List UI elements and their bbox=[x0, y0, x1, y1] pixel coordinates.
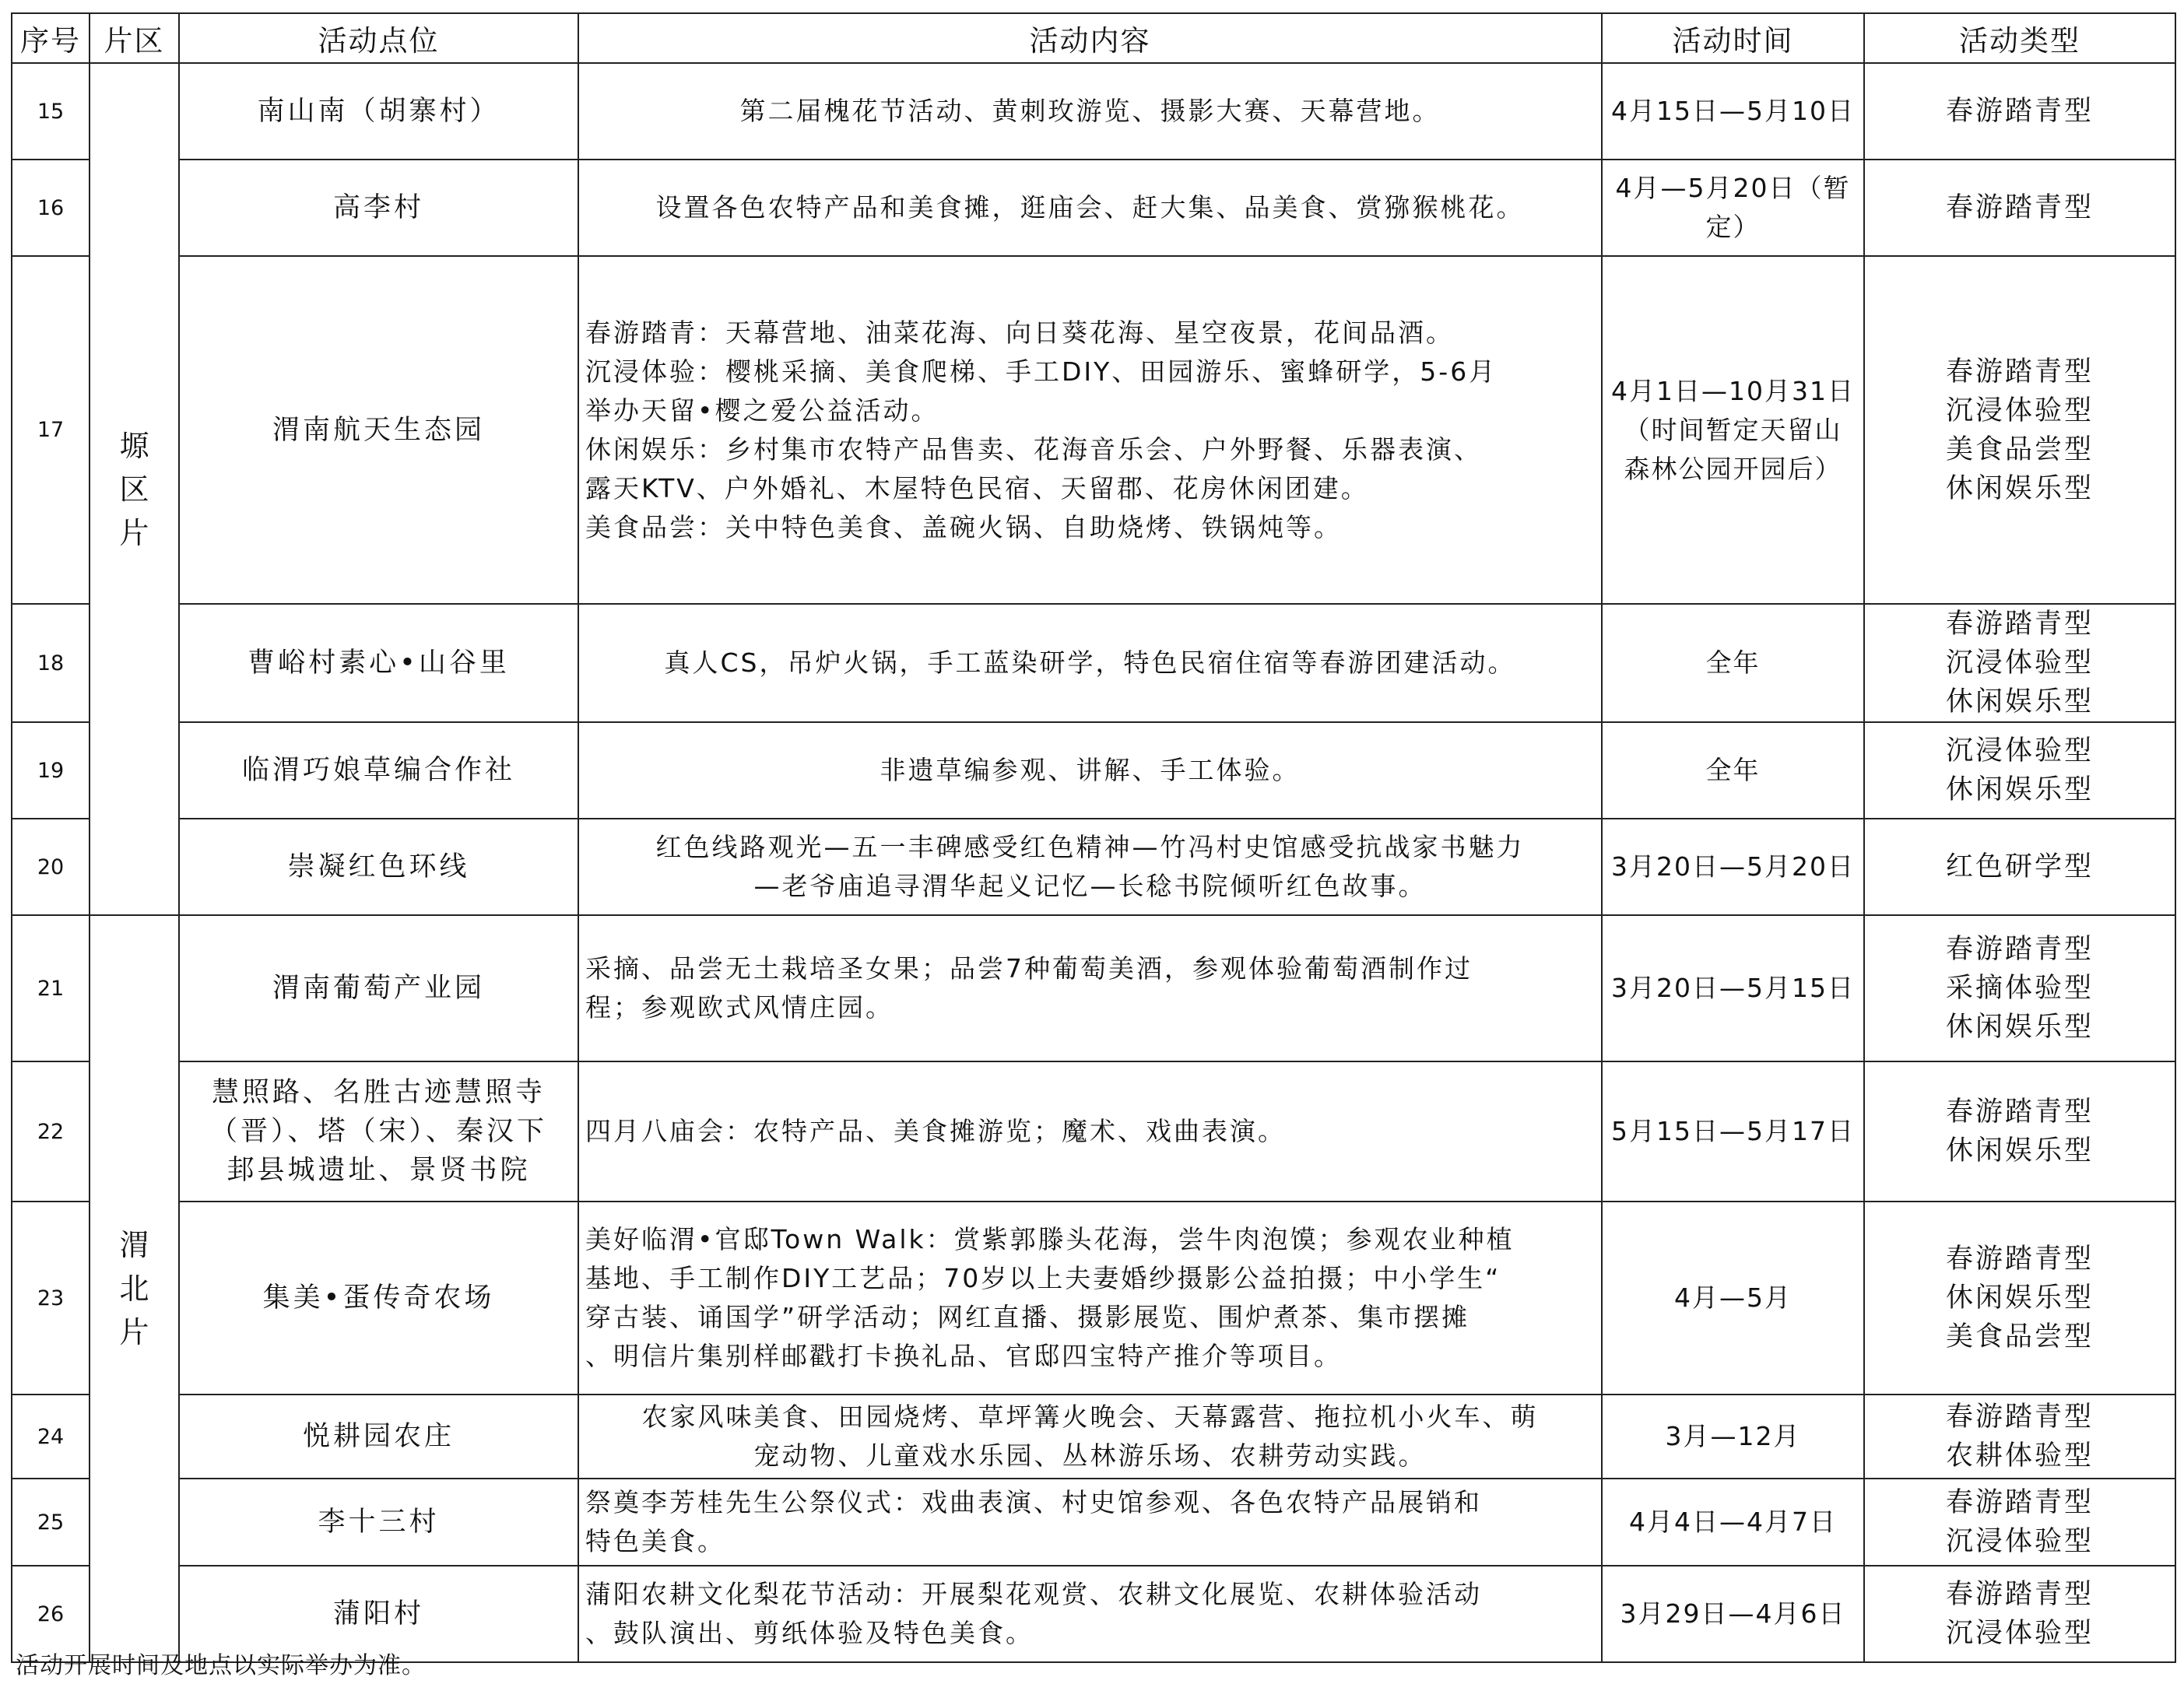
cell-line: 沉浸体验：樱桃采摘、美食爬梯、手工DIY、田园游乐、蜜蜂研学，5-6月 bbox=[585, 356, 1498, 387]
cell-line: 集美•蛋传奇农场 bbox=[262, 1282, 495, 1314]
cell-line: 3月29日—4月6日 bbox=[1620, 1598, 1846, 1629]
cell-line: 沉浸体验型 bbox=[1945, 735, 2094, 767]
time-cell bbox=[1602, 1202, 1864, 1395]
table-row bbox=[12, 1061, 2175, 1202]
row-number: 20 bbox=[12, 819, 90, 915]
time-cell bbox=[1602, 1566, 1864, 1662]
cell-line: （晋）、塔（宋）、秦汉下 bbox=[209, 1116, 547, 1147]
content-cell bbox=[578, 1479, 1602, 1566]
table-row bbox=[12, 1202, 2175, 1395]
time-cell bbox=[1602, 1395, 1864, 1479]
content-cell bbox=[578, 604, 1602, 722]
row-number: 21 bbox=[12, 915, 90, 1061]
cell-line: 春游踏青型 bbox=[1945, 609, 2094, 640]
time-cell bbox=[1602, 256, 1864, 604]
cell-line: 李十三村 bbox=[318, 1507, 440, 1538]
cell-line: 红色研学型 bbox=[1945, 851, 2094, 882]
cell-line: 渭南航天生态园 bbox=[272, 414, 485, 446]
cell-line: 高李村 bbox=[332, 192, 424, 223]
table-row bbox=[12, 819, 2175, 915]
content-cell bbox=[578, 160, 1602, 256]
table-row bbox=[12, 1479, 2175, 1566]
area-label: 渭北片 bbox=[119, 1228, 149, 1349]
location-cell bbox=[179, 160, 578, 256]
type-cell bbox=[1864, 1202, 2175, 1395]
cell-line: 蒲阳农耕文化梨花节活动：开展梨花观赏、农耕文化展览、农耕体验活动 bbox=[585, 1579, 1482, 1609]
cell-line: 非遗草编参观、讲解、手工体验。 bbox=[880, 755, 1301, 785]
row-number: 16 bbox=[12, 160, 90, 256]
cell-line: 3月—12月 bbox=[1665, 1421, 1801, 1451]
cell-line: 美好临渭•官邸Town Walk：赏紫郭滕头花海，尝牛肉泡馍；参观农业种植 bbox=[585, 1224, 1515, 1254]
table-row bbox=[12, 1395, 2175, 1479]
area-label: 塬区片 bbox=[119, 428, 149, 550]
table-row bbox=[12, 915, 2175, 1061]
cell-line: 渭南葡萄产业园 bbox=[272, 973, 485, 1004]
cell-line: 程；参观欧式风情庄园。 bbox=[585, 992, 894, 1023]
row-number: 23 bbox=[12, 1202, 90, 1395]
header-location: 活动点位 bbox=[179, 13, 578, 63]
cell-line: 3月20日—5月20日 bbox=[1611, 851, 1855, 882]
cell-line: 春游踏青：天幕营地、油菜花海、向日葵花海、星空夜景，花间品酒。 bbox=[585, 317, 1454, 348]
cell-line: 3月20日—5月15日 bbox=[1611, 973, 1855, 1003]
row-number: 19 bbox=[12, 722, 90, 819]
content-cell bbox=[578, 722, 1602, 819]
content-cell bbox=[578, 63, 1602, 160]
header-area: 片区 bbox=[90, 13, 179, 63]
cell-line: 沉浸体验型 bbox=[1945, 1526, 2094, 1557]
header-num: 序号 bbox=[12, 13, 90, 63]
cell-line: 宠动物、儿童戏水乐园、丛林游乐场、农耕劳动实践。 bbox=[753, 1440, 1427, 1471]
table-row bbox=[12, 63, 2175, 160]
type-cell bbox=[1864, 915, 2175, 1061]
location-cell bbox=[179, 63, 578, 160]
cell-line: 崇凝红色环线 bbox=[287, 851, 470, 882]
cell-line: 沉浸体验型 bbox=[1945, 1618, 2094, 1649]
cell-line: 4月—5月20日（暂 bbox=[1615, 173, 1851, 203]
cell-line: 4月15日—5月10日 bbox=[1611, 96, 1855, 126]
location-cell bbox=[179, 819, 578, 915]
cell-line: 春游踏青型 bbox=[1945, 1096, 2094, 1128]
location-cell bbox=[179, 604, 578, 722]
cell-line: 南山南（胡寨村） bbox=[257, 96, 500, 127]
cell-line: 休闲娱乐型 bbox=[1945, 774, 2094, 805]
cell-line: （时间暂定天留山 bbox=[1624, 414, 1842, 445]
cell-line: 、明信片集别样邮戳打卡换礼品、官邸四宝特产推介等项目。 bbox=[585, 1341, 1342, 1371]
type-cell bbox=[1864, 819, 2175, 915]
cell-line: 、鼓队演出、剪纸体验及特色美食。 bbox=[585, 1618, 1034, 1648]
cell-line: 美食品尝型 bbox=[1945, 433, 2094, 465]
cell-line: 全年 bbox=[1705, 647, 1761, 678]
cell-line: 四月八庙会：农特产品、美食摊游览；魔术、戏曲表演。 bbox=[585, 1116, 1286, 1146]
cell-line: 春游踏青型 bbox=[1945, 1402, 2094, 1433]
cell-line: 农家风味美食、田园烧烤、草坪篝火晚会、天幕露营、拖拉机小火车、萌 bbox=[641, 1402, 1539, 1432]
table-row bbox=[12, 160, 2175, 256]
cell-line: 设置各色农特产品和美食摊，逛庙会、赶大集、品美食、赏猕猴桃花。 bbox=[655, 192, 1525, 223]
cell-line: 春游踏青型 bbox=[1945, 96, 2094, 127]
cell-line: 沉浸体验型 bbox=[1945, 395, 2094, 426]
cell-line: 4月4日—4月7日 bbox=[1629, 1507, 1837, 1537]
cell-line: 休闲娱乐型 bbox=[1945, 1012, 2094, 1043]
cell-line: 采摘体验型 bbox=[1945, 973, 2094, 1004]
location-cell bbox=[179, 915, 578, 1061]
cell-line: 邽县城遗址、景贤书院 bbox=[226, 1155, 531, 1186]
content-cell bbox=[578, 915, 1602, 1061]
table-row bbox=[12, 722, 2175, 819]
type-cell bbox=[1864, 722, 2175, 819]
row-number: 25 bbox=[12, 1479, 90, 1566]
time-cell bbox=[1602, 1061, 1864, 1202]
row-number: 26 bbox=[12, 1566, 90, 1662]
content-cell bbox=[578, 1395, 1602, 1479]
content-cell bbox=[578, 1061, 1602, 1202]
cell-line: 春游踏青型 bbox=[1945, 934, 2094, 965]
row-number: 15 bbox=[12, 63, 90, 160]
type-cell bbox=[1864, 1395, 2175, 1479]
cell-line: 定） bbox=[1705, 212, 1761, 242]
cell-line: 森林公园开园后） bbox=[1624, 453, 1842, 484]
cell-line: 第二届槐花节活动、黄刺玫游览、摄影大赛、天幕营地。 bbox=[739, 96, 1441, 126]
content-cell bbox=[578, 256, 1602, 604]
cell-line: 春游踏青型 bbox=[1945, 1244, 2094, 1275]
type-cell bbox=[1864, 63, 2175, 160]
row-number: 24 bbox=[12, 1395, 90, 1479]
row-number: 22 bbox=[12, 1061, 90, 1202]
cell-line: 红色线路观光—五一丰碑感受红色精神—竹冯村史馆感受抗战家书魅力 bbox=[655, 832, 1525, 862]
time-cell bbox=[1602, 604, 1864, 722]
type-cell bbox=[1864, 604, 2175, 722]
row-number: 17 bbox=[12, 256, 90, 604]
cell-line: 5月15日—5月17日 bbox=[1611, 1116, 1855, 1146]
cell-line: 基地、手工制作DIY工艺品；70岁以上夫妻婚纱摄影公益拍摄；中小学生“ bbox=[585, 1263, 1501, 1293]
time-cell bbox=[1602, 915, 1864, 1061]
cell-line: 春游踏青型 bbox=[1945, 356, 2094, 388]
cell-line: 露天KTV、户外婚礼、木屋特色民宿、天留郡、花房休闲团建。 bbox=[585, 472, 1369, 503]
location-cell bbox=[179, 256, 578, 604]
cell-line: 祭奠李芳桂先生公祭仪式：戏曲表演、村史馆参观、各色农特产品展销和 bbox=[585, 1487, 1482, 1517]
cell-line: 美食品尝：关中特色美食、盖碗火锅、自助烧烤、铁锅炖等。 bbox=[585, 511, 1342, 542]
row-number: 18 bbox=[12, 604, 90, 722]
table-row bbox=[12, 256, 2175, 604]
location-cell bbox=[179, 722, 578, 819]
cell-line: 休闲娱乐型 bbox=[1945, 686, 2094, 717]
location-cell bbox=[179, 1202, 578, 1395]
cell-line: 休闲娱乐：乡村集市农特产品售卖、花海音乐会、户外野餐、乐器表演、 bbox=[585, 433, 1482, 465]
cell-line: 休闲娱乐型 bbox=[1945, 1135, 2094, 1167]
type-cell bbox=[1864, 1566, 2175, 1662]
cell-line: 举办天留•樱之爱公益活动。 bbox=[585, 395, 939, 426]
content-cell bbox=[578, 819, 1602, 915]
cell-line: 穿古装、诵国学”研学活动；网红直播、摄影展览、围炉煮茶、集市摆摊 bbox=[585, 1302, 1470, 1332]
cell-line: 悦耕园农庄 bbox=[302, 1421, 455, 1452]
cell-line: 曹峪村素心•山谷里 bbox=[248, 647, 510, 679]
area-cell bbox=[90, 63, 179, 915]
type-cell bbox=[1864, 1479, 2175, 1566]
cell-line: 蒲阳村 bbox=[332, 1598, 424, 1630]
type-cell bbox=[1864, 1061, 2175, 1202]
time-cell bbox=[1602, 160, 1864, 256]
header-time: 活动时间 bbox=[1602, 13, 1864, 63]
cell-line: 真人CS，吊炉火锅，手工蓝染研学，特色民宿住宿等春游团建活动。 bbox=[664, 647, 1516, 678]
content-cell bbox=[578, 1202, 1602, 1395]
location-cell bbox=[179, 1061, 578, 1202]
cell-line: 慧照路、名胜古迹慧照寺 bbox=[211, 1077, 546, 1108]
time-cell bbox=[1602, 1479, 1864, 1566]
cell-line: 特色美食。 bbox=[585, 1526, 725, 1556]
cell-line: 春游踏青型 bbox=[1945, 1487, 2094, 1518]
cell-line: 4月—5月 bbox=[1674, 1282, 1792, 1313]
type-cell bbox=[1864, 160, 2175, 256]
cell-line: 休闲娱乐型 bbox=[1945, 1282, 2094, 1314]
time-cell bbox=[1602, 722, 1864, 819]
cell-line: 采摘、品尝无土栽培圣女果；品尝7种葡萄美酒，参观体验葡萄酒制作过 bbox=[585, 953, 1473, 984]
cell-line: 春游踏青型 bbox=[1945, 1579, 2094, 1610]
type-cell bbox=[1864, 256, 2175, 604]
time-cell bbox=[1602, 819, 1864, 915]
cell-line: 春游踏青型 bbox=[1945, 192, 2094, 223]
cell-line: 美食品尝型 bbox=[1945, 1321, 2094, 1352]
cell-line: 全年 bbox=[1705, 755, 1761, 785]
area-cell bbox=[90, 915, 179, 1662]
footnote: 活动开展时间及地点以实际举办为准。 bbox=[16, 1652, 426, 1679]
activity-table bbox=[11, 12, 2176, 1663]
table-body bbox=[12, 63, 2175, 1662]
time-cell bbox=[1602, 63, 1864, 160]
location-cell bbox=[179, 1479, 578, 1566]
cell-line: 农耕体验型 bbox=[1945, 1440, 2094, 1472]
table-header-row bbox=[12, 13, 2175, 63]
location-cell bbox=[179, 1395, 578, 1479]
header-content: 活动内容 bbox=[578, 13, 1602, 63]
cell-line: —老爷庙追寻渭华起义记忆—长稔书院倾听红色故事。 bbox=[753, 871, 1427, 901]
cell-line: 4月1日—10月31日 bbox=[1611, 375, 1855, 406]
content-cell bbox=[578, 1566, 1602, 1662]
header-type: 活动类型 bbox=[1864, 13, 2175, 63]
cell-line: 休闲娱乐型 bbox=[1945, 472, 2094, 504]
cell-line: 临渭巧娘草编合作社 bbox=[241, 755, 515, 786]
cell-line: 沉浸体验型 bbox=[1945, 647, 2094, 679]
table-row bbox=[12, 604, 2175, 722]
